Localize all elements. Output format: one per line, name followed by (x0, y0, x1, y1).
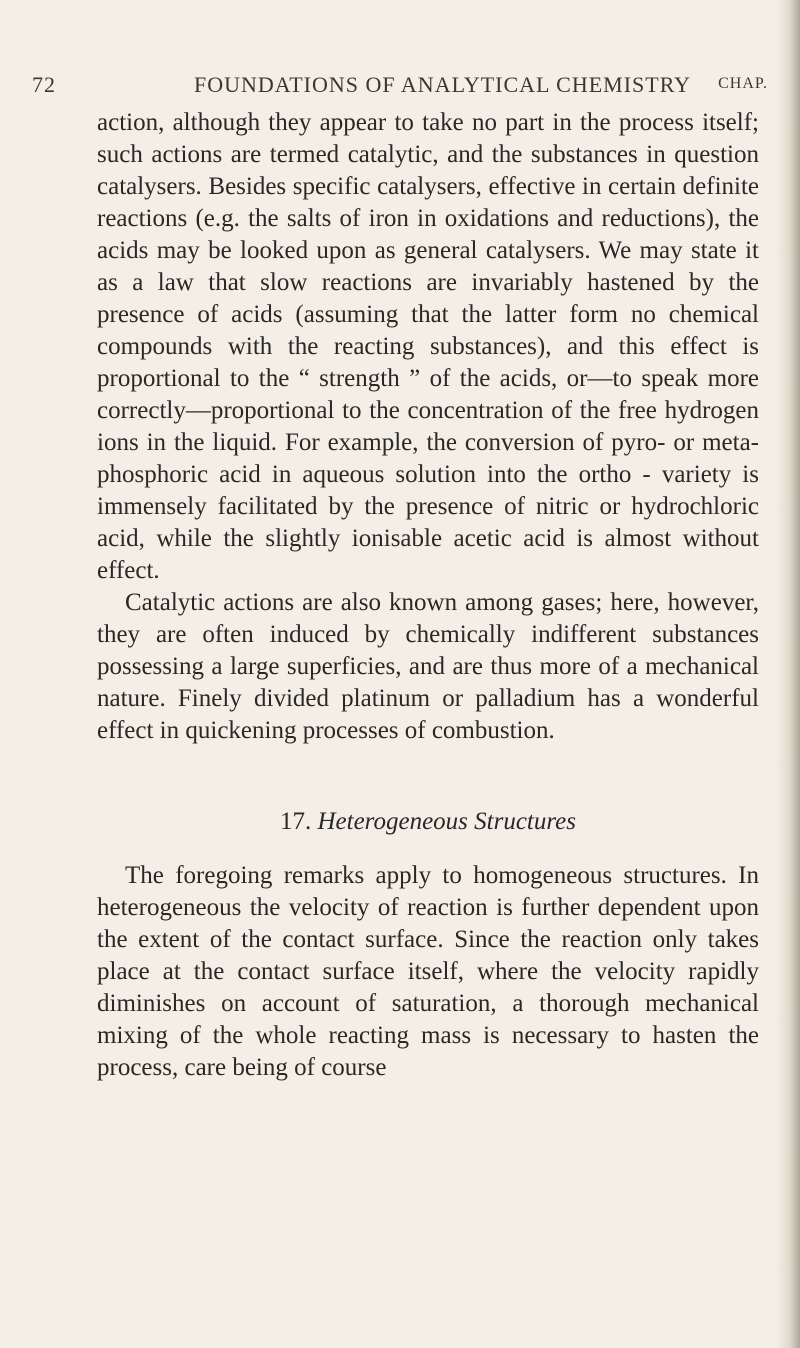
body-text (97, 107, 759, 747)
page-number: 72 (32, 72, 56, 97)
section-heading (97, 806, 759, 838)
section-title: Heterogeneous Structures (317, 808, 576, 835)
paragraph-gases: Catalytic actions are also known among gases; here, however, they are often induced by chemically indifferent substances possessing a large superficies, and are thus more of a mechanical nature. Finely divided platinum or palladium has a wonderful effect in quickening processes of combustion. (97, 589, 759, 744)
paragraph-catalytic-actions: action, although they appear to take no part in the process itself; such actions are termed catalytic, and the substances in question catalysers. Besides specific catalysers, effective in certain definite reactions (e.g. the salts of iron in oxidations and reductions), the acids may be looked upon as general catalysers. We may state it as a law that slow reactions are invariably hastened by the presence of acids (assuming that the latter form no chemical compounds with the reacting substances), and this effect is proportional to the “ strength ” of the acids, or—to speak more correctly—proportional to the concentration of the free hydrogen ions in the liquid. For example, the conversion of pyro- or meta-phosphoric acid in aqueous solution into the ortho - variety is immensely facilitated by the presence of nitric or hydrochloric acid, while the slightly ionisable acetic acid is almost without effect. (97, 109, 759, 584)
page-edge-shadow (776, 0, 800, 1348)
running-title: FOUNDATIONS OF ANALYTICAL CHEMISTRY (194, 72, 692, 97)
page-header (32, 72, 768, 108)
paragraph-heterogeneous: The foregoing remarks apply to homogeneous structures. In heterogeneous the velocity of reaction is further dependent upon the extent of the contact surface. Since the reaction only takes place at the contact surface itself, where the velocity rapidly diminishes on account of saturation, a thorough mechanical mixing of the whole reacting mass is necessary to hasten the process, care being of course (97, 862, 759, 1081)
chapter-label: CHAP. (718, 75, 768, 92)
section-number: 17. (279, 808, 312, 835)
